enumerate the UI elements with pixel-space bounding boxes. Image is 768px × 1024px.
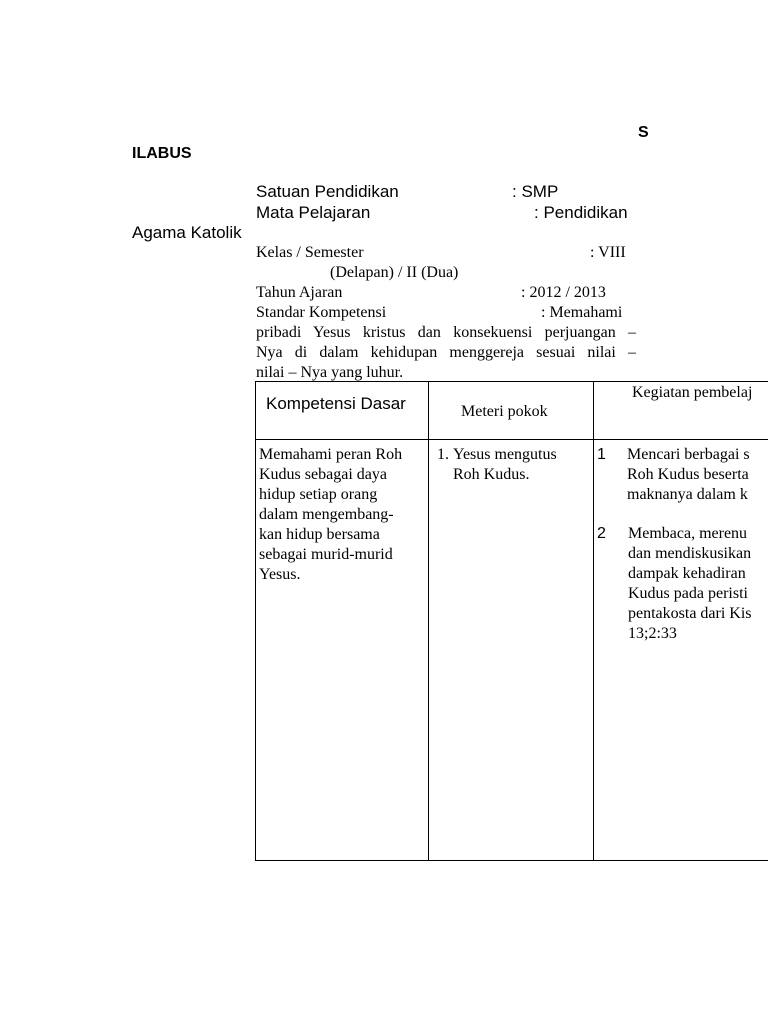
kelas-value-cont: (Delapan) / II (Dua): [330, 264, 459, 281]
header-kegiatan: Kegiatan pembelaj: [632, 384, 753, 401]
satuan-value: : SMP: [512, 182, 559, 201]
mapel-value: : Pendidikan: [534, 203, 628, 222]
kd-line: Yesus.: [259, 566, 301, 583]
kegiatan-line: Membaca, merenu: [628, 525, 748, 542]
kelas-label: Kelas / Semester: [256, 244, 364, 261]
kegiatan-line: Kudus pada peristi: [628, 585, 748, 602]
kd-line: Kudus sebagai daya: [259, 466, 387, 483]
sk-value: : Memahami: [541, 304, 623, 321]
kd-line: sebagai murid-murid: [259, 546, 393, 563]
materi-number: 1.: [437, 446, 449, 463]
kd-line: Memahami peran Roh: [259, 446, 403, 463]
title-rest: ILABUS: [132, 145, 192, 162]
sk-line-4: nilai – Nya yang luhur.: [256, 364, 404, 381]
kegiatan-number-1: 1: [597, 446, 606, 463]
tahun-label: Tahun Ajaran: [256, 284, 343, 301]
sk-line-3: Nya di dalam kehidupan menggereja sesuai nilai –: [256, 344, 636, 361]
kegiatan-line: pentakosta dari Kis: [628, 605, 752, 622]
kegiatan-line: dan mendiskusikan: [628, 545, 752, 562]
table-col-divider-2: [593, 381, 594, 861]
kelas-value: : VIII: [590, 244, 626, 261]
kegiatan-number-2: 2: [597, 525, 606, 542]
kegiatan-line: maknanya dalam k: [627, 486, 748, 503]
sk-label: Standar Kompetensi: [256, 304, 387, 321]
materi-line-1: Yesus mengutus: [453, 446, 557, 463]
satuan-label: Satuan Pendidikan: [256, 182, 399, 201]
kegiatan-line: Mencari berbagai s: [627, 446, 750, 463]
table-bottom-border: [255, 860, 768, 861]
table-top-border: [255, 381, 768, 382]
kd-line: dalam mengembang-: [259, 506, 394, 523]
mapel-label: Mata Pelajaran: [256, 203, 371, 222]
sk-line-2: pribadi Yesus kristus dan konsekuensi perjuangan –: [256, 324, 636, 341]
kd-line: kan hidup bersama: [259, 526, 380, 543]
header-kompetensi-dasar: Kompetensi Dasar: [266, 394, 406, 413]
table-header-divider: [255, 439, 768, 440]
kd-line: hidup setiap orang: [259, 486, 378, 503]
mapel-value-cont: Agama Katolik: [132, 223, 242, 242]
materi-line-2: Roh Kudus.: [453, 466, 530, 483]
tahun-value: : 2012 / 2013: [521, 284, 606, 301]
table-col-divider-1: [428, 381, 429, 861]
header-materi-pokok: Meteri pokok: [461, 403, 548, 420]
kegiatan-line: dampak kehadiran: [628, 565, 746, 582]
title-first-letter: S: [638, 124, 649, 141]
kegiatan-line: 13;2:33: [628, 625, 677, 642]
kegiatan-line: Roh Kudus beserta: [627, 466, 749, 483]
kd-cell: [259, 445, 402, 585]
table-left-border: [255, 381, 256, 861]
